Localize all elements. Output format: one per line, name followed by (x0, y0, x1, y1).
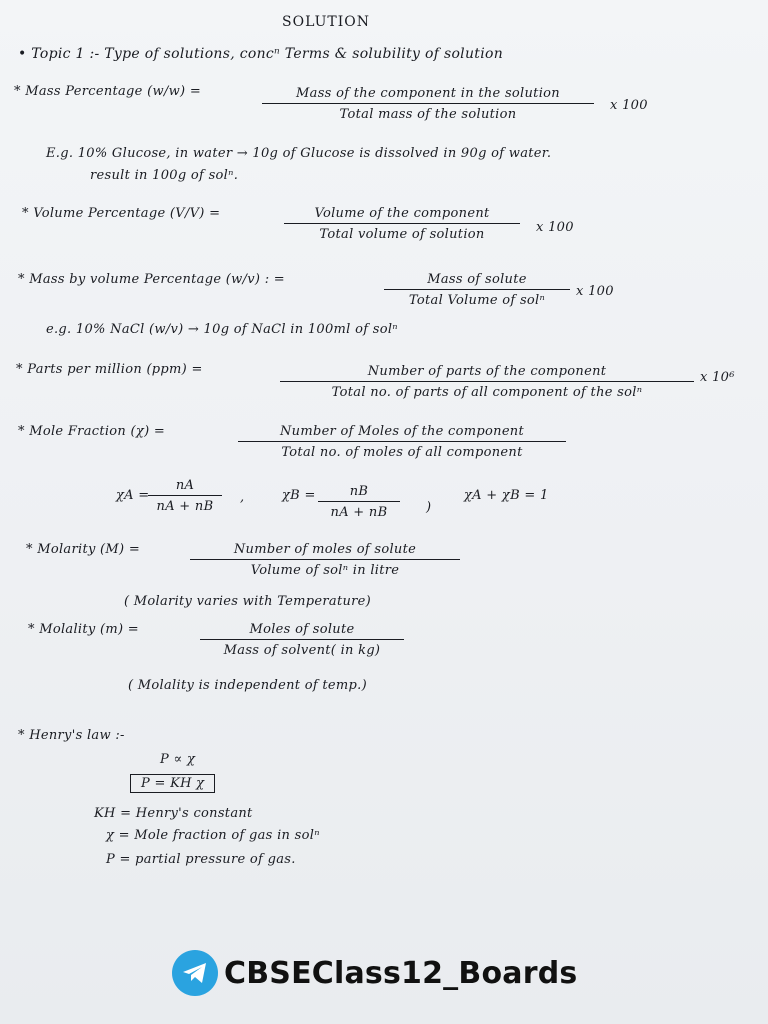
mass-by-volume-example: e.g. 10% NaCl (w/v) → 10g of NaCl in 100ml of solⁿ (46, 322, 398, 337)
mass-percentage-example: E.g. 10% Glucose, in water → 10g of Glucose is dissolved in 90g of water. (46, 146, 552, 161)
volume-percentage-fraction (284, 206, 520, 242)
ppm-numerator: Number of parts of the component (280, 364, 694, 382)
mole-fraction-label: * Mole Fraction (χ) = (18, 424, 166, 439)
mass-by-volume-label: * Mass by volume Percentage (w/v) : = (18, 272, 285, 287)
ppm-fraction (280, 364, 694, 400)
brand-watermark (172, 948, 577, 998)
mass-by-volume-numerator: Mass of solute (384, 272, 570, 290)
mole-fraction-denominator: Total no. of moles of all component (281, 445, 523, 460)
henrys-constant-definition: KH = Henry's constant (94, 806, 253, 821)
molarity-fraction (190, 542, 460, 578)
partial-pressure-definition: P = partial pressure of gas. (106, 852, 296, 867)
mole-fraction-definition: χ = Mole fraction of gas in solⁿ (106, 828, 320, 843)
mass-percentage-numerator: Mass of the component in the solution (262, 86, 594, 104)
mass-by-volume-denominator: Total Volume of solⁿ (408, 293, 546, 308)
mass-percentage-denominator: Total mass of the solution (339, 107, 517, 122)
molarity-label: * Molarity (M) = (26, 542, 141, 557)
ppm-label: * Parts per million (ppm) = (16, 362, 203, 377)
ppm-denominator: Total no. of parts of all component of the solⁿ (331, 385, 643, 400)
topic-heading: • Topic 1 :- Type of solutions, concⁿ Terms & solubility of solution (18, 46, 504, 62)
molarity-note: ( Molarity varies with Temperature) (124, 594, 372, 609)
molality-label: * Molality (m) = (28, 622, 139, 637)
xa-denominator: nA + nB (156, 499, 214, 514)
volume-percentage-label: * Volume Percentage (V/V) = (22, 206, 221, 221)
mole-fraction-sum: χA + χB = 1 (464, 488, 549, 503)
molarity-denominator: Volume of solⁿ in litre (250, 563, 400, 578)
mass-by-volume-fraction (384, 272, 570, 308)
xb-lhs: χB = (282, 488, 316, 503)
brand-text: CBSEClass12_Boards (224, 955, 578, 991)
mass-by-volume-multiplier: x 100 (576, 284, 614, 299)
ppm-multiplier: x 10⁶ (700, 370, 735, 385)
mass-percentage-multiplier: x 100 (610, 98, 648, 113)
xa-fraction (148, 478, 222, 514)
molality-numerator: Moles of solute (200, 622, 404, 640)
volume-percentage-denominator: Total volume of solution (319, 227, 485, 242)
xa-lhs: χA = (116, 488, 150, 503)
xb-denominator: nA + nB (330, 505, 388, 520)
henrys-law-equation: P = KH χ (130, 774, 215, 793)
molarity-numerator: Number of moles of solute (190, 542, 460, 560)
molality-denominator: Mass of solvent( in kg) (223, 643, 381, 658)
mole-fraction-numerator: Number of Moles of the component (238, 424, 566, 442)
mole-fraction-fraction (238, 424, 566, 460)
henrys-law-proportionality: P ∝ χ (160, 752, 196, 767)
molality-fraction (200, 622, 404, 658)
telegram-icon (172, 950, 218, 996)
molality-note: ( Molality is independent of temp.) (128, 678, 367, 693)
mass-percentage-fraction (262, 86, 594, 122)
volume-percentage-multiplier: x 100 (536, 220, 574, 235)
xb-fraction (318, 484, 400, 520)
mass-percentage-label: * Mass Percentage (w/w) = (14, 84, 202, 99)
xa-numerator: nA (148, 478, 222, 496)
henrys-law-label: * Henry's law :- (18, 728, 125, 743)
volume-percentage-numerator: Volume of the component (284, 206, 520, 224)
separator-paren: ) (426, 500, 432, 515)
page-title: SOLUTION (282, 14, 370, 30)
xb-numerator: nB (318, 484, 400, 502)
separator-comma: , (240, 490, 245, 505)
mass-percentage-example-result: result in 100g of solⁿ. (90, 168, 239, 183)
